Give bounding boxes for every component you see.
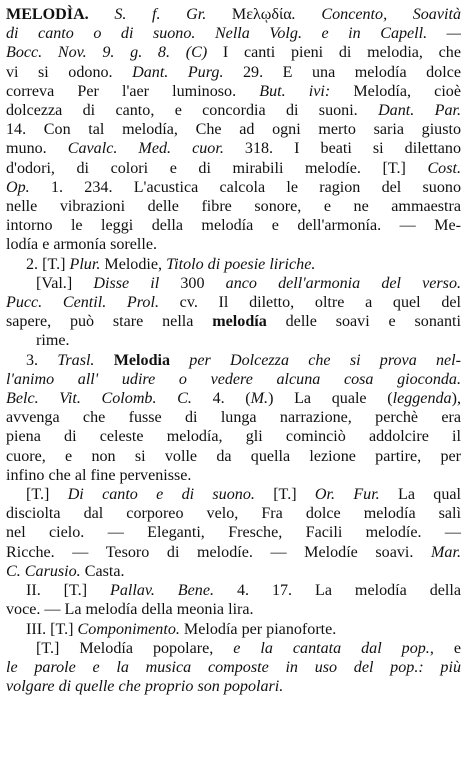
text-run: 4. 17. La melodía della bbox=[214, 582, 461, 600]
text-run: II. [T.] bbox=[26, 582, 111, 600]
italic-text: volgare di quelle che proprio son popolari. bbox=[6, 678, 284, 696]
text-run: Melodía per pianoforte. bbox=[179, 620, 337, 638]
italic-text: Componimento. bbox=[77, 620, 180, 638]
text-run: 2. [T.] bbox=[26, 255, 70, 273]
text-line bbox=[6, 658, 461, 677]
text-run: Melodie, bbox=[100, 255, 167, 273]
text-line bbox=[6, 274, 461, 293]
text-run: Melodía, cioè bbox=[330, 82, 461, 100]
text-run: La qual bbox=[379, 486, 461, 504]
italic-text: S. f. Gr. bbox=[88, 6, 232, 23]
text-run: [T.] bbox=[382, 159, 406, 177]
text-run: infino che al fine pervenisse. bbox=[6, 466, 192, 484]
text-run: III. [T.] bbox=[26, 620, 78, 638]
text-run: 1. 234. L'acustica calcola le ragion del suono bbox=[29, 178, 461, 196]
text-line bbox=[6, 639, 461, 658]
italic-text: anco dell'armonia del verso. bbox=[225, 274, 462, 292]
text-run: ) La quale ( bbox=[268, 390, 393, 408]
text-line bbox=[6, 331, 461, 350]
italic-text: Cost. bbox=[405, 159, 461, 177]
text-run: piena di celeste melodía, gli cominciò addolcire il bbox=[6, 428, 461, 446]
italic-text: Mar. bbox=[431, 543, 461, 561]
text-line bbox=[6, 101, 461, 120]
italic-text: Dant. Par. bbox=[378, 102, 461, 120]
text-line bbox=[6, 351, 461, 370]
italic-text: Plur. bbox=[69, 255, 101, 273]
text-run: avvenga che fusse di lunga narrazione, perchè era bbox=[6, 409, 461, 427]
text-line bbox=[6, 581, 461, 600]
italic-text: Belc. Vit. Colomb. C. bbox=[6, 390, 192, 408]
text-run: vi si odono. bbox=[6, 63, 133, 81]
text-run: [T.] Melodía popolare, bbox=[36, 639, 234, 657]
italic-text: leggenda bbox=[392, 390, 452, 408]
text-run: Casta. bbox=[80, 562, 125, 580]
italic-text: Cavalc. Med. cuor. bbox=[67, 140, 224, 158]
italic-text: Di canto e di suono. bbox=[67, 486, 255, 504]
text-run: nel cielo. — Eleganti, Fresche, Facili melodíe. — bbox=[6, 524, 461, 542]
text-line bbox=[6, 427, 461, 446]
text-line bbox=[6, 523, 461, 542]
text-run: Μελῳδία bbox=[231, 6, 292, 23]
text-line bbox=[6, 312, 461, 331]
italic-text: But. ivi: bbox=[259, 82, 331, 100]
italic-text: Bocc. Nov. 9. g. 8. bbox=[6, 44, 186, 62]
text-line bbox=[6, 235, 461, 254]
italic-text: l'animo all' udire o vedere alcuna cosa gioconda. bbox=[6, 370, 461, 388]
text-run: I canti pieni di melodia, che bbox=[207, 44, 462, 62]
italic-text: M. bbox=[250, 390, 269, 408]
italic-text: per Dolcezza che si prova nel- bbox=[170, 351, 462, 369]
text-line bbox=[6, 389, 461, 408]
text-line bbox=[6, 293, 461, 312]
italic-text: Dant. Purg. bbox=[132, 63, 224, 81]
italic-text: Trasl. bbox=[57, 351, 95, 369]
text-line bbox=[6, 216, 461, 235]
text-line bbox=[6, 543, 461, 562]
text-run: dolcezza di canto, e concordia di suoni. bbox=[6, 102, 379, 120]
text-run: [Val.] bbox=[36, 274, 94, 292]
text-line bbox=[6, 178, 461, 197]
text-run: cv. Il diletto, oltre a quel del bbox=[158, 294, 461, 312]
text-run: nelle vibrazioni delle fibre sonore, e ne ammaestra bbox=[6, 198, 461, 216]
italic-text: e la cantata dal pop. bbox=[233, 639, 430, 657]
text-run: 300 bbox=[159, 274, 226, 292]
italic-text: Titolo di poesie liriche. bbox=[166, 255, 316, 273]
text-line bbox=[6, 485, 461, 504]
text-run: Ricche. — Tesoro di melodíe. — Melodíe soavi. bbox=[6, 543, 432, 561]
text-line bbox=[6, 466, 461, 485]
italic-text: le parole e la musica composte in uso del pop.: più bbox=[6, 658, 461, 676]
text-run: muno. bbox=[6, 140, 68, 158]
text-run: correva Per l'aer luminoso. bbox=[6, 82, 260, 100]
text-run: ), bbox=[451, 390, 461, 408]
text-run: delle soavi e sonanti bbox=[266, 313, 461, 331]
bold-text: MELODÌA. bbox=[6, 6, 89, 23]
text-run: 318. I beati si dilettano bbox=[223, 140, 461, 158]
text-run: intorno le leggi della melodía e dell'armonía. — Me- bbox=[6, 217, 461, 235]
text-run: rime. bbox=[36, 332, 70, 350]
italic-text: (C) bbox=[185, 44, 208, 62]
text-line bbox=[6, 159, 461, 178]
text-run: cuore, e non si volle da quella lezione partire, per bbox=[6, 447, 461, 465]
text-line bbox=[6, 504, 461, 523]
text-line bbox=[6, 408, 461, 427]
italic-text: Op. bbox=[6, 178, 30, 196]
text-line bbox=[6, 255, 461, 274]
text-line bbox=[6, 5, 461, 24]
text-run: [T.] bbox=[26, 486, 68, 504]
text-run: 29. E una melodía dolce bbox=[223, 63, 461, 81]
text-line bbox=[6, 197, 461, 216]
text-run: sapere, può stare nella bbox=[6, 313, 213, 331]
text-line bbox=[6, 24, 461, 43]
italic-text: Pallav. Bene. bbox=[110, 582, 214, 600]
text-line bbox=[6, 120, 461, 139]
text-run: 14. Con tal melodía, Che ad ogni merto saria giusto bbox=[6, 121, 461, 139]
bold-text: Melodia bbox=[94, 351, 171, 369]
italic-text: Pucc. Centil. Prol. bbox=[6, 294, 159, 312]
text-line bbox=[6, 82, 461, 101]
text-line bbox=[6, 677, 461, 696]
text-line bbox=[6, 370, 461, 389]
bold-text: melodía bbox=[212, 313, 267, 331]
text-line bbox=[6, 600, 461, 619]
text-line bbox=[6, 63, 461, 82]
text-line bbox=[6, 620, 461, 639]
italic-text: Or. Fur. bbox=[314, 486, 380, 504]
text-run: voce. — La melodía della meonia lira. bbox=[6, 601, 254, 619]
italic-text: C. Carusio. bbox=[6, 562, 81, 580]
text-run: , e bbox=[429, 639, 461, 657]
text-line bbox=[6, 43, 461, 62]
text-line bbox=[6, 139, 461, 158]
text-run: 4. ( bbox=[191, 390, 251, 408]
italic-text: . Concento, Soavità bbox=[291, 6, 461, 23]
text-line bbox=[6, 562, 461, 581]
dictionary-entry-melodia bbox=[6, 5, 461, 696]
text-run: d'odori, di colori e di mirabili melodíe. bbox=[6, 159, 383, 177]
text-run: disciolta dal corporeo velo, Fra dolce melodía salì bbox=[6, 505, 461, 523]
text-run: lodía e armonía sorelle. bbox=[6, 236, 158, 254]
text-line bbox=[6, 447, 461, 466]
italic-text: Disse il bbox=[93, 274, 160, 292]
italic-text: di canto o di suono. Nella Volg. e in Capell. — bbox=[6, 25, 461, 43]
text-run: [T.] bbox=[254, 486, 315, 504]
text-run: 3. bbox=[26, 351, 58, 369]
